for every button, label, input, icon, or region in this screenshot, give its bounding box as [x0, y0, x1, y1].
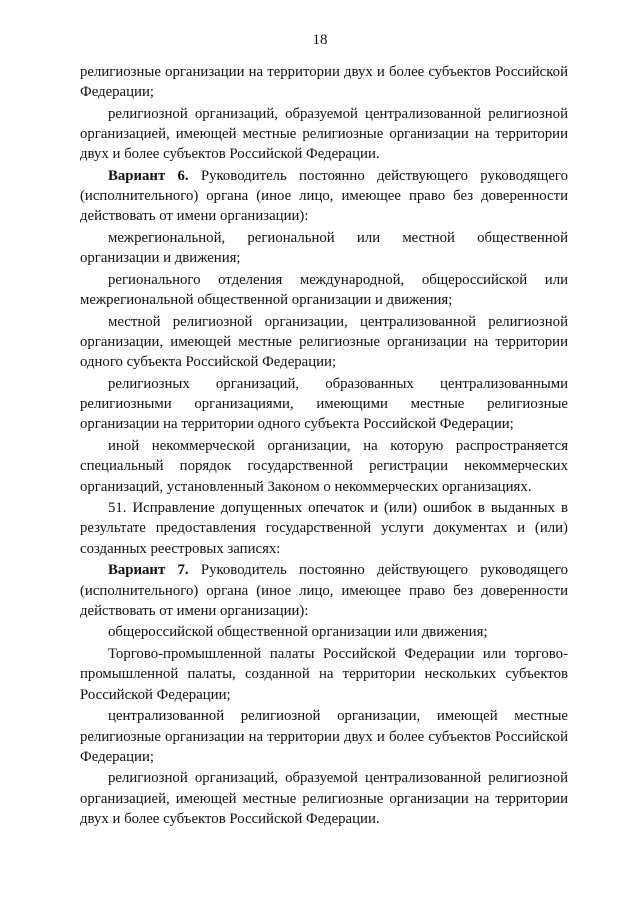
paragraph: местной религиозной организации, централизованной религиозной организации, имеющей местные религиозные организации на территории одного субъекта Российской Федерации; [80, 313, 568, 371]
clause-51-paragraph: 51. Исправление допущенных опечаток и (или) ошибок в выданных в результате предоставления государственной услуги документах и (или) созданных реестровых записях: [80, 500, 568, 557]
paragraph: межрегиональной, региональной или местной общественной организации и движения; [80, 230, 568, 267]
document-body [80, 62, 568, 831]
paragraph: централизованной религиозной организации, имеющей местные религиозные организации на территории двух и более субъектов Российской Федерации; [80, 708, 568, 765]
paragraph-continuation: религиозные организации на территории двух и более субъектов Российской Федерации; [80, 64, 568, 101]
variant-7-text: Руководитель постоянно действующего руководящего (исполнительного) органа (иное лицо, имеющее право без доверенности действовать от имени организации): [80, 562, 568, 619]
paragraph: регионального отделения международной, общероссийской или межрегиональной общественной организации и движения; [80, 272, 568, 309]
page-number: 18 [312, 32, 328, 48]
variant-7-paragraph [80, 560, 568, 621]
variant-6-paragraph [80, 166, 568, 227]
variant-7-label: Вариант 7. [108, 562, 189, 579]
variant-6-text: Руководитель постоянно действующего руководящего (исполнительного) органа (иное лицо, имеющее право без доверенности действовать от имени организации): [80, 168, 568, 225]
paragraph: религиозной организаций, образуемой централизованной религиозной организацией, имеющей местные религиозные организации на территории двух и более субъектов Российской Федерации. [80, 770, 568, 827]
paragraph: религиозных организаций, образованных централизованными религиозными организациями, имеющими местные религиозные организации на территории одного субъекта Российской Федерации; [80, 376, 568, 433]
variant-6-label: Вариант 6. [108, 168, 189, 185]
paragraph: общероссийской общественной организации или движения; [108, 624, 488, 641]
paragraph: иной некоммерческой организации, на которую распространяется специальный порядок государственной регистрации некоммерческих организаций, установленный Законом о некоммерческих организациях. [80, 438, 568, 495]
paragraph: религиозной организаций, образуемой централизованной религиозной организацией, имеющей местные религиозные организации на территории двух и более субъектов Российской Федерации. [80, 105, 568, 163]
paragraph: Торгово-промышленной палаты Российской Федерации или торгово-промышленной палаты, созданной на территории нескольких субъектов Российской Федерации; [80, 646, 568, 703]
